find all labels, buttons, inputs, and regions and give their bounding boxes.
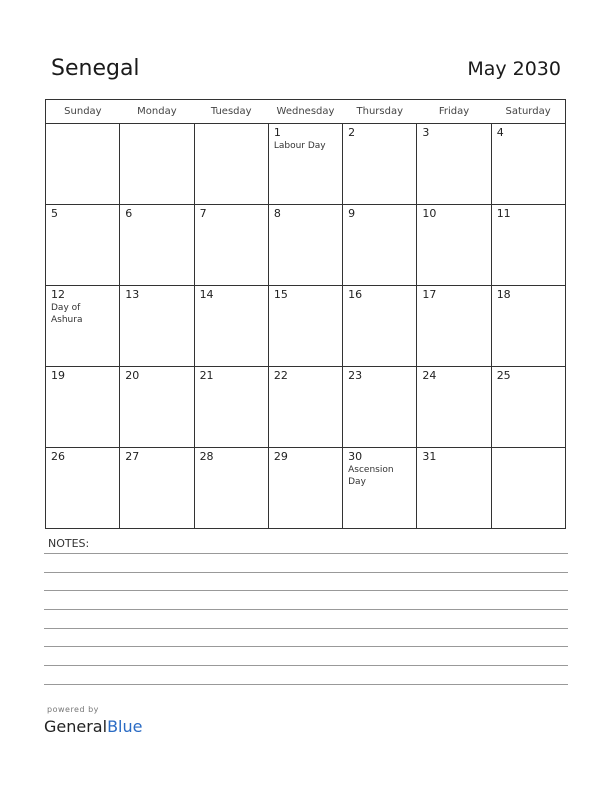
day-number: 14	[199, 288, 214, 301]
week-row	[46, 367, 566, 448]
day-cell	[46, 124, 120, 205]
notes-line	[44, 684, 568, 685]
day-cell	[120, 367, 194, 448]
notes-line	[44, 665, 568, 666]
day-cell	[491, 367, 565, 448]
day-cell	[194, 124, 268, 205]
notes-line	[44, 590, 568, 591]
day-cell	[343, 448, 417, 529]
day-number: 5	[51, 207, 58, 220]
weekday-header: Friday	[417, 100, 491, 124]
day-cell	[194, 448, 268, 529]
weekday-header-row	[46, 100, 566, 124]
day-cell	[194, 205, 268, 286]
day-cell	[120, 286, 194, 367]
holiday-label: Day of Ashura	[51, 303, 83, 325]
day-number: 3	[422, 126, 430, 139]
day-cell	[46, 205, 120, 286]
notes-label: NOTES:	[48, 537, 90, 550]
day-number: 7	[199, 207, 207, 220]
day-number: 18	[496, 288, 511, 301]
day-cell	[491, 124, 565, 205]
day-cell	[343, 124, 417, 205]
day-cell	[120, 124, 194, 205]
powered-by-text: powered by	[47, 705, 99, 714]
day-number: 13	[125, 288, 140, 301]
day-number: 15	[273, 288, 288, 301]
notes-line	[44, 572, 568, 573]
day-cell	[194, 286, 268, 367]
weekday-header: Saturday	[491, 100, 565, 124]
calendar-month-title: May 2030	[467, 58, 561, 80]
day-number: 4	[496, 126, 504, 139]
day-number: 25	[496, 369, 511, 382]
weekday-header: Monday	[120, 100, 194, 124]
day-cell	[268, 286, 342, 367]
day-cell	[268, 205, 342, 286]
day-number: 2	[348, 126, 356, 139]
day-cell	[491, 205, 565, 286]
notes-line	[44, 646, 568, 647]
week-row	[46, 448, 566, 529]
day-cell	[491, 286, 565, 367]
day-cell	[268, 448, 342, 529]
day-cell	[46, 448, 120, 529]
notes-line	[44, 553, 568, 554]
day-cell	[120, 448, 194, 529]
day-cell	[194, 367, 268, 448]
day-cell	[46, 367, 120, 448]
day-number: 23	[348, 369, 363, 382]
day-number: 21	[199, 369, 214, 382]
day-number: 26	[51, 450, 65, 463]
day-number: 19	[51, 369, 65, 382]
day-cell	[268, 367, 342, 448]
generalblue-logo	[44, 717, 142, 736]
day-cell	[343, 367, 417, 448]
day-cell	[417, 286, 491, 367]
day-number: 1	[273, 126, 281, 139]
day-number: 10	[422, 207, 437, 220]
day-cell	[417, 367, 491, 448]
notes-line	[44, 628, 568, 629]
day-cell	[343, 286, 417, 367]
week-row	[46, 124, 566, 205]
day-number: 30	[348, 450, 363, 463]
day-cell	[491, 448, 565, 529]
weekday-header: Sunday	[46, 100, 120, 124]
day-number: 28	[199, 450, 214, 463]
day-number: 24	[422, 369, 437, 382]
week-row	[46, 286, 566, 367]
day-number: 29	[273, 450, 288, 463]
calendar-grid	[45, 99, 566, 529]
day-cell	[343, 205, 417, 286]
day-number: 11	[496, 207, 511, 220]
logo-general-text: General	[44, 717, 108, 736]
weekday-header: Thursday	[343, 100, 417, 124]
day-number: 6	[125, 207, 133, 220]
day-number: 27	[125, 450, 140, 463]
weekday-header: Tuesday	[194, 100, 268, 124]
day-number: 31	[422, 450, 437, 463]
holiday-label: Labour Day	[273, 141, 326, 151]
day-number: 20	[125, 369, 140, 382]
day-cell	[268, 124, 342, 205]
day-cell	[417, 205, 491, 286]
calendar-country-title: Senegal	[51, 56, 140, 81]
day-number: 22	[273, 369, 288, 382]
week-row	[46, 205, 566, 286]
day-number: 8	[273, 207, 281, 220]
logo-blue-text: Blue	[107, 717, 143, 736]
day-number: 16	[348, 288, 363, 301]
day-number: 17	[422, 288, 437, 301]
day-cell	[120, 205, 194, 286]
notes-line	[44, 609, 568, 610]
day-cell	[46, 286, 120, 367]
day-number: 9	[348, 207, 356, 220]
day-cell	[417, 448, 491, 529]
holiday-label: Ascension Day	[348, 465, 394, 487]
weekday-header: Wednesday	[268, 100, 342, 124]
day-cell	[417, 124, 491, 205]
day-number: 12	[51, 288, 65, 301]
